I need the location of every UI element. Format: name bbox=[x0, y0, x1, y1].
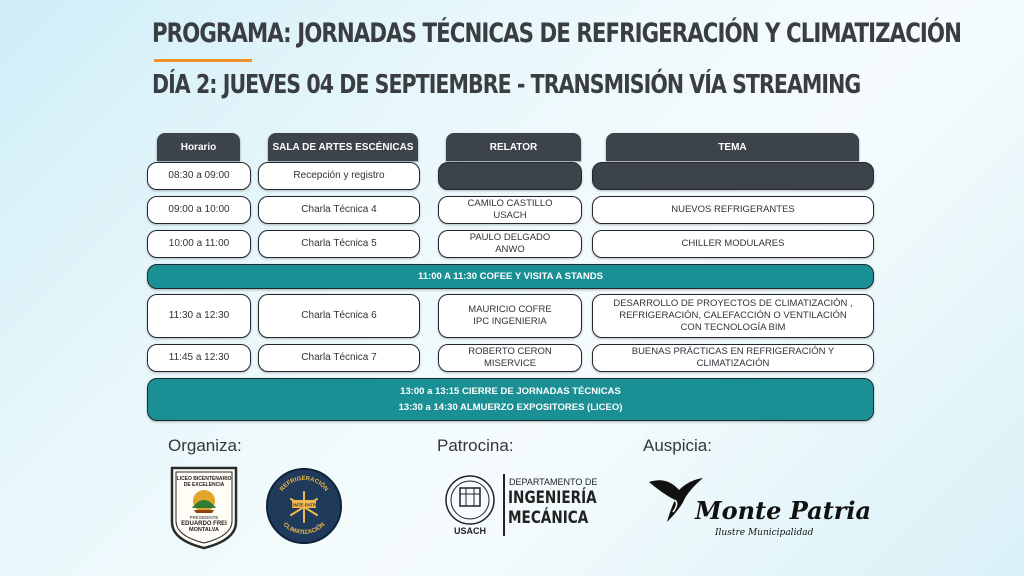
usach-seal-text: USACH bbox=[453, 526, 487, 536]
row-2-time: 09:00 a 10:00 bbox=[147, 196, 251, 224]
row-2-tema: NUEVOS REFRIGERANTES bbox=[592, 196, 874, 224]
usach-divider bbox=[503, 474, 505, 536]
liceo-logo bbox=[168, 466, 240, 550]
liceo-line2: DE EXCELENCIA bbox=[183, 482, 225, 488]
row-1-tema bbox=[592, 162, 874, 190]
column-header-sala: SALA DE ARTES ESCÉNICAS bbox=[268, 133, 418, 161]
page-title: PROGRAMA: JORNADAS TÉCNICAS DE REFRIGERACIÓN Y CLIMATIZACIÓN bbox=[152, 18, 962, 49]
monte-patria-tagline: Ilustre Municipalidad bbox=[715, 528, 814, 538]
usach-dept-line3: MECÁNICA bbox=[508, 508, 589, 528]
liceo-line4: EDUARDO FREI bbox=[181, 521, 227, 527]
break-label: 11:00 A 11:30 COFEE Y VISITA A STANDS bbox=[418, 270, 603, 282]
row-3-time: 10:00 a 11:00 bbox=[147, 230, 251, 258]
liceo-line5: MONTALVA bbox=[189, 527, 219, 533]
title-underline bbox=[154, 59, 252, 62]
badge-top-text: REFRIGERACIÓN bbox=[279, 475, 329, 493]
monte-patria-name: Monte Patria bbox=[695, 496, 872, 525]
row-1-relator bbox=[438, 162, 582, 190]
row-1-time: 08:30 a 09:00 bbox=[147, 162, 251, 190]
organiza-label: Organiza: bbox=[168, 436, 242, 455]
usach-dept-line2: INGENIERÍA bbox=[508, 488, 597, 508]
auspicia-label: Auspicia: bbox=[643, 436, 712, 455]
row-2-relator: CAMILO CASTILLO USACH bbox=[438, 196, 582, 224]
badge-bottom-text: CLIMATIZACIÓN bbox=[281, 521, 327, 537]
badge-center-text: MONTE PATRIA bbox=[287, 502, 321, 508]
row-3-tema: CHILLER MODULARES bbox=[592, 230, 874, 258]
column-header-relator: RELATOR bbox=[446, 133, 581, 161]
row-2-sala: Charla Técnica 4 bbox=[258, 196, 420, 224]
column-header-tema: TEMA bbox=[606, 133, 859, 161]
row-5-sala: Charla Técnica 7 bbox=[258, 344, 420, 372]
row-4-sala: Charla Técnica 6 bbox=[258, 294, 420, 338]
liceo-line3: PRESIDENTE bbox=[189, 515, 219, 520]
row-4-relator: MAURICIO COFRE IPC INGENIERIA bbox=[438, 294, 582, 338]
liceo-line1: LICEO BICENTENARIO bbox=[176, 476, 232, 482]
refrigeracion-badge-logo bbox=[266, 468, 342, 544]
row-5-relator: ROBERTO CERON MISERVICE bbox=[438, 344, 582, 372]
row-3-relator: PAULO DELGADO ANWO bbox=[438, 230, 582, 258]
row-5-time: 11:45 a 12:30 bbox=[147, 344, 251, 372]
column-header-horario: Horario bbox=[157, 133, 240, 161]
usach-dept-line1: DEPARTAMENTO DE bbox=[509, 477, 598, 487]
patrocina-label: Patrocina: bbox=[437, 436, 514, 455]
closing-band bbox=[147, 378, 874, 421]
closing-line-1: 13:00 a 13:15 CIERRE DE JORNADAS TÉCNICAS bbox=[400, 385, 621, 397]
usach-seal-logo bbox=[440, 474, 500, 536]
page-subtitle: DÍA 2: JUEVES 04 DE SEPTIEMBRE - TRANSMISIÓN VÍA STREAMING bbox=[152, 70, 861, 100]
row-4-tema: DESARROLLO DE PROYECTOS DE CLIMATIZACIÓN , REFRIGERACIÓN, CALEFACCIÓN O VENTILACIÓN CON TECNOLOGÍA BIM bbox=[592, 294, 874, 338]
row-4-time: 11:30 a 12:30 bbox=[147, 294, 251, 338]
closing-line-2: 13:30 a 14:30 ALMUERZO EXPOSITORES (LICEO) bbox=[398, 401, 623, 413]
row-5-tema: BUENAS PRÁCTICAS EN REFRIGERACIÓN Y CLIMATIZACIÓN bbox=[592, 344, 874, 372]
row-1-sala: Recepción y registro bbox=[258, 162, 420, 190]
break-band bbox=[147, 264, 874, 289]
row-3-sala: Charla Técnica 5 bbox=[258, 230, 420, 258]
